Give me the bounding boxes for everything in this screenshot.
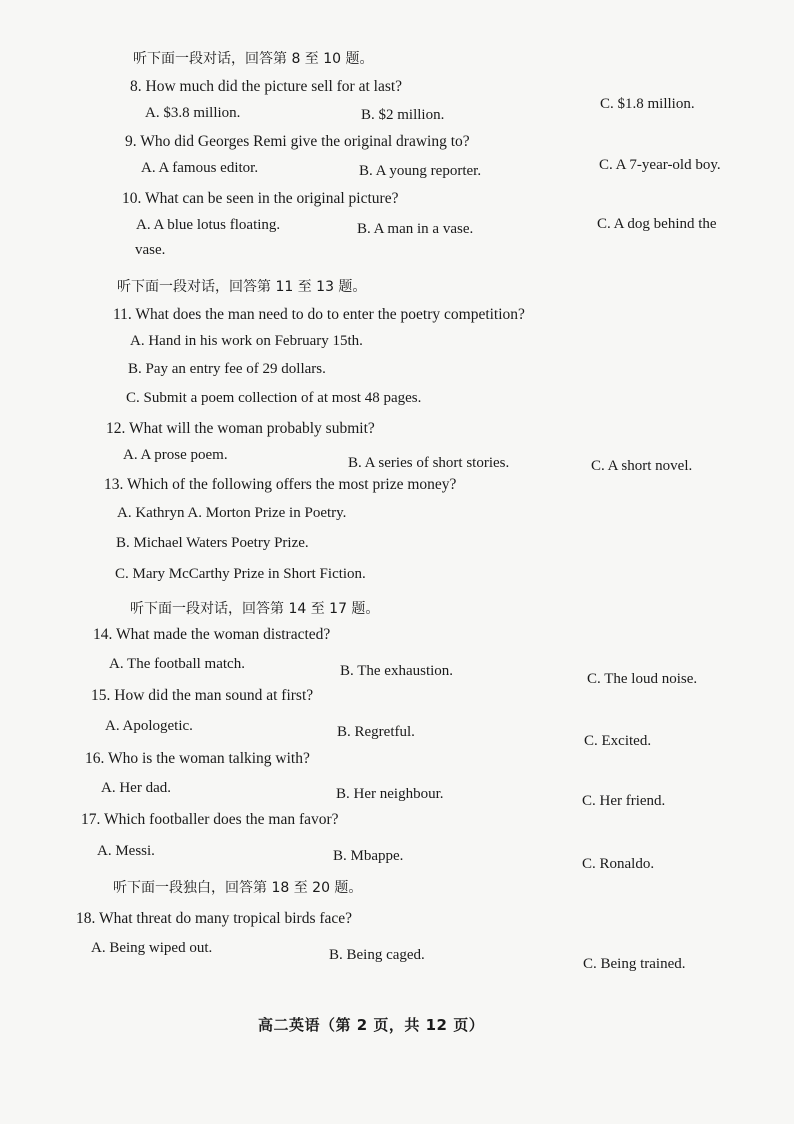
question-stem: 11. What does the man need to do to enter the poetry competition? [113, 306, 525, 323]
section-instruction: 听下面一段对话，回答第 11 至 13 题。 [117, 279, 367, 295]
option-a: A. Messi. [97, 843, 155, 859]
option-b: B. The exhaustion. [340, 663, 454, 679]
question-stem: 9. Who did Georges Remi give the original drawing to? [125, 133, 470, 150]
option-c-continued: vase. [135, 242, 166, 258]
option-b: B. Regretful. [337, 724, 415, 740]
question-stem: 17. Which footballer does the man favor? [81, 811, 339, 828]
question-stem: 16. Who is the woman talking with? [85, 750, 310, 767]
option-c: C. Being trained. [583, 956, 686, 972]
option-a: A. $3.8 million. [145, 105, 241, 121]
option-b: B. A man in a vase. [357, 221, 474, 237]
option-b: B. A young reporter. [359, 163, 482, 179]
option-c: C. The loud noise. [587, 671, 698, 687]
option-c: C. A short novel. [591, 458, 693, 474]
option-c: C. Her friend. [582, 793, 666, 809]
option-b: B. Pay an entry fee of 29 dollars. [128, 361, 326, 377]
option-a: A. Her dad. [101, 780, 171, 796]
question-stem: 18. What threat do many tropical birds face? [76, 910, 353, 927]
option-c: C. Excited. [584, 733, 652, 749]
page-footer: 高二英语（第 2 页，共 12 页） [258, 1016, 485, 1034]
option-c: C. Mary McCarthy Prize in Short Fiction. [115, 566, 366, 582]
option-a: A. A blue lotus floating. [136, 217, 281, 233]
section-instruction: 听下面一段对话，回答第 14 至 17 题。 [130, 601, 380, 617]
option-c: C. Submit a poem collection of at most 48 pages. [126, 390, 422, 406]
option-b: B. A series of short stories. [348, 455, 510, 471]
question-stem: 15. How did the man sound at first? [91, 687, 314, 704]
option-a: A. The football match. [109, 656, 245, 672]
option-b: B. Being caged. [329, 947, 425, 963]
question-stem: 10. What can be seen in the original picture? [122, 190, 399, 207]
option-c: C. $1.8 million. [600, 96, 695, 112]
question-stem: 13. Which of the following offers the most prize money? [104, 476, 457, 493]
section-instruction: 听下面一段独白，回答第 18 至 20 题。 [113, 880, 363, 896]
option-a: A. A famous editor. [141, 160, 259, 176]
option-c: C. A dog behind the [597, 216, 717, 232]
option-a: A. Apologetic. [105, 718, 193, 734]
option-b: B. $2 million. [361, 107, 445, 123]
option-a: A. Hand in his work on February 15th. [130, 333, 363, 349]
option-c: C. A 7-year-old boy. [599, 157, 721, 173]
option-a: A. Kathryn A. Morton Prize in Poetry. [117, 505, 347, 521]
option-b: B. Her neighbour. [336, 786, 444, 802]
option-a: A. A prose poem. [123, 447, 228, 463]
question-stem: 8. How much did the picture sell for at last? [130, 78, 403, 95]
question-stem: 14. What made the woman distracted? [93, 626, 331, 643]
option-b: B. Mbappe. [333, 848, 404, 864]
section-instruction: 听下面一段对话，回答第 8 至 10 题。 [133, 51, 374, 67]
option-c: C. Ronaldo. [582, 856, 655, 872]
option-b: B. Michael Waters Poetry Prize. [116, 535, 309, 551]
option-a: A. Being wiped out. [91, 940, 213, 956]
question-stem: 12. What will the woman probably submit? [106, 420, 375, 437]
